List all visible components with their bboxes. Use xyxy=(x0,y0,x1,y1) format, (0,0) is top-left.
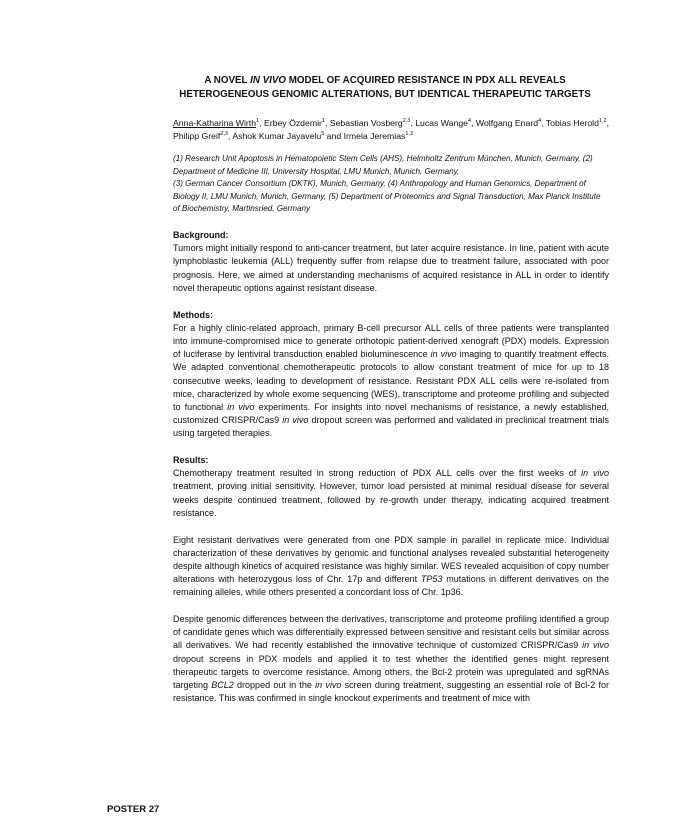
methods-paragraph: For a highly clinic-related approach, primary B-cell precursor ALL cells of three patients were transplanted into immune-compromised mice to generate orthotopic patient-derived xenograft (PDX) models. Expression of luciferase by lentiviral transduction enabled bioluminescence in vivo imaging to quantify treatment effects. We adapted conventional chemotherapeutic protocols to allow constant treatment of mice for up to 18 consecutive weeks, leading to development of resistance. Resistant PDX ALL cells were re-isolated from mice, characterized by whole exome sequencing (WES), transcriptome and proteome profiling and subjected to functional in vivo experiments. For insights into novel mechanisms of resistance, a newly established, customized CRISPR/Cas9 in vivo dropout screen was performed and validated in preclinical treatment trials using targeted therapies. xyxy=(173,322,610,439)
section-heading-background: Background: xyxy=(173,230,229,240)
affiliations xyxy=(173,153,609,216)
author: and Irmela Jeremias xyxy=(324,131,406,141)
author-affil-ref: 4 xyxy=(538,118,542,125)
background-paragraph: Tumors might initially respond to anti-cancer treatment, but later acquire resistance. In line, patient with acute lymphoblastic leukemia (ALL) frequently suffer from relapse due to treatment failure, associated with poor prognosis. Here, we aimed at understanding mechanisms of acquired resistance in ALL in order to identify novel therapeutic options against resistant disease. xyxy=(173,243,609,293)
author: , Wolfgang Enard xyxy=(471,118,539,128)
author-affil-ref: 1 xyxy=(321,118,325,125)
author-list xyxy=(173,117,609,143)
affiliation-line: (3) German Cancer Consortium (DKTK), Munich, Germany, (4) Anthropology and Human Genomics, Department of Biology II, LMU Munich, Munich, Germany, (5) Department of Proteomics and Signal Transduction, Max Planck Institute of Biochemistry, Martinsried, Germany xyxy=(173,179,601,214)
author: , Erbey Özdemir xyxy=(259,118,322,128)
author: , Lucas Wange xyxy=(410,118,469,128)
author-affil-ref: 5 xyxy=(321,131,325,138)
title-text: A NOVEL xyxy=(204,75,251,86)
author: , Sebastian Vosberg xyxy=(324,118,403,128)
title-text: HETEROGENEOUS GENOMIC ALTERATIONS, BUT IDENTICAL THERAPEUTIC TARGETS xyxy=(179,89,591,100)
author-affil-ref: 2,3 xyxy=(402,118,411,125)
results-paragraph-3: Despite genomic differences between the derivatives, transcriptome and proteome profiling identified a group of candidate genes which was differentially expressed between sensitive and resistant cells but similar across all derivatives. We had recently established the innovative technique of customized CRISPR/Cas9 in vivo dropout screens in PDX models and applied it to test whether the identified genes might represent therapeutic targets to overcome resistance. Among others, the Bcl-2 protein was upregulated and sgRNAs targeting BCL2 dropped out in the in vivo screen during treatment, suggesting an essential role of Bcl-2 for resistance. This was confirmed in single knockout experiments and treatment of mice with xyxy=(173,614,610,704)
poster-label: POSTER 27 xyxy=(107,804,160,815)
section-heading-results: Results: xyxy=(173,455,209,466)
author-affil-ref: 1,3 xyxy=(405,131,414,138)
author-affil-ref: 2,3 xyxy=(220,131,228,138)
results-paragraph-2: Eight resistant derivatives were generated from one PDX sample in parallel in replicate mice. Individual characterization of these derivatives by genomic and functional analyses revealed substantial heterogeneity despite although kinetics of acquired resistance was highly similar. WES revealed acquisition of copy number alterations with heterozygous loss of Chr. 17p and different TP53 mutations in different derivatives on the remaining alleles, while others presented a concordant loss of Chr. 1p36. xyxy=(173,534,609,598)
author: , Philipp Greif xyxy=(173,118,609,141)
author-affil-ref: 4 xyxy=(468,118,472,125)
abstract-title xyxy=(150,74,620,102)
author: , Ashok Kumar Jayavelu xyxy=(227,131,322,141)
section-heading-methods: Methods: xyxy=(173,309,213,320)
results-paragraph-1: Chemotherapy treatment resulted in strong reduction of PDX ALL cells over the first weeks of in vivo treatment, proving initial sensitivity. However, tumor load persisted at minimal residual disease for several weeks despite continued treatment, followed by re-growth under therapy, indicating acquired treatment resistance. xyxy=(173,468,609,518)
affiliation-line: (1) Research Unit Apoptosis in Hematopoietic Stem Cells (AHS), Helmholtz Zentrum München, Munich, Germany, (2) Department of Medicine III, University Hospital, LMU Munich, Munich, Germany, xyxy=(173,154,593,176)
author: , Tobias Herold xyxy=(541,118,599,128)
abstract-body xyxy=(173,229,609,719)
title-text: MODEL OF ACQUIRED RESISTANCE IN PDX ALL REVEALS xyxy=(286,75,566,86)
author-affil-ref: 1,2 xyxy=(598,118,607,125)
presenting-author: Anna-Katharina Wirth xyxy=(173,118,257,128)
title-italic-text: IN VIVO xyxy=(250,75,287,86)
author-affil-ref: 1 xyxy=(256,118,260,125)
